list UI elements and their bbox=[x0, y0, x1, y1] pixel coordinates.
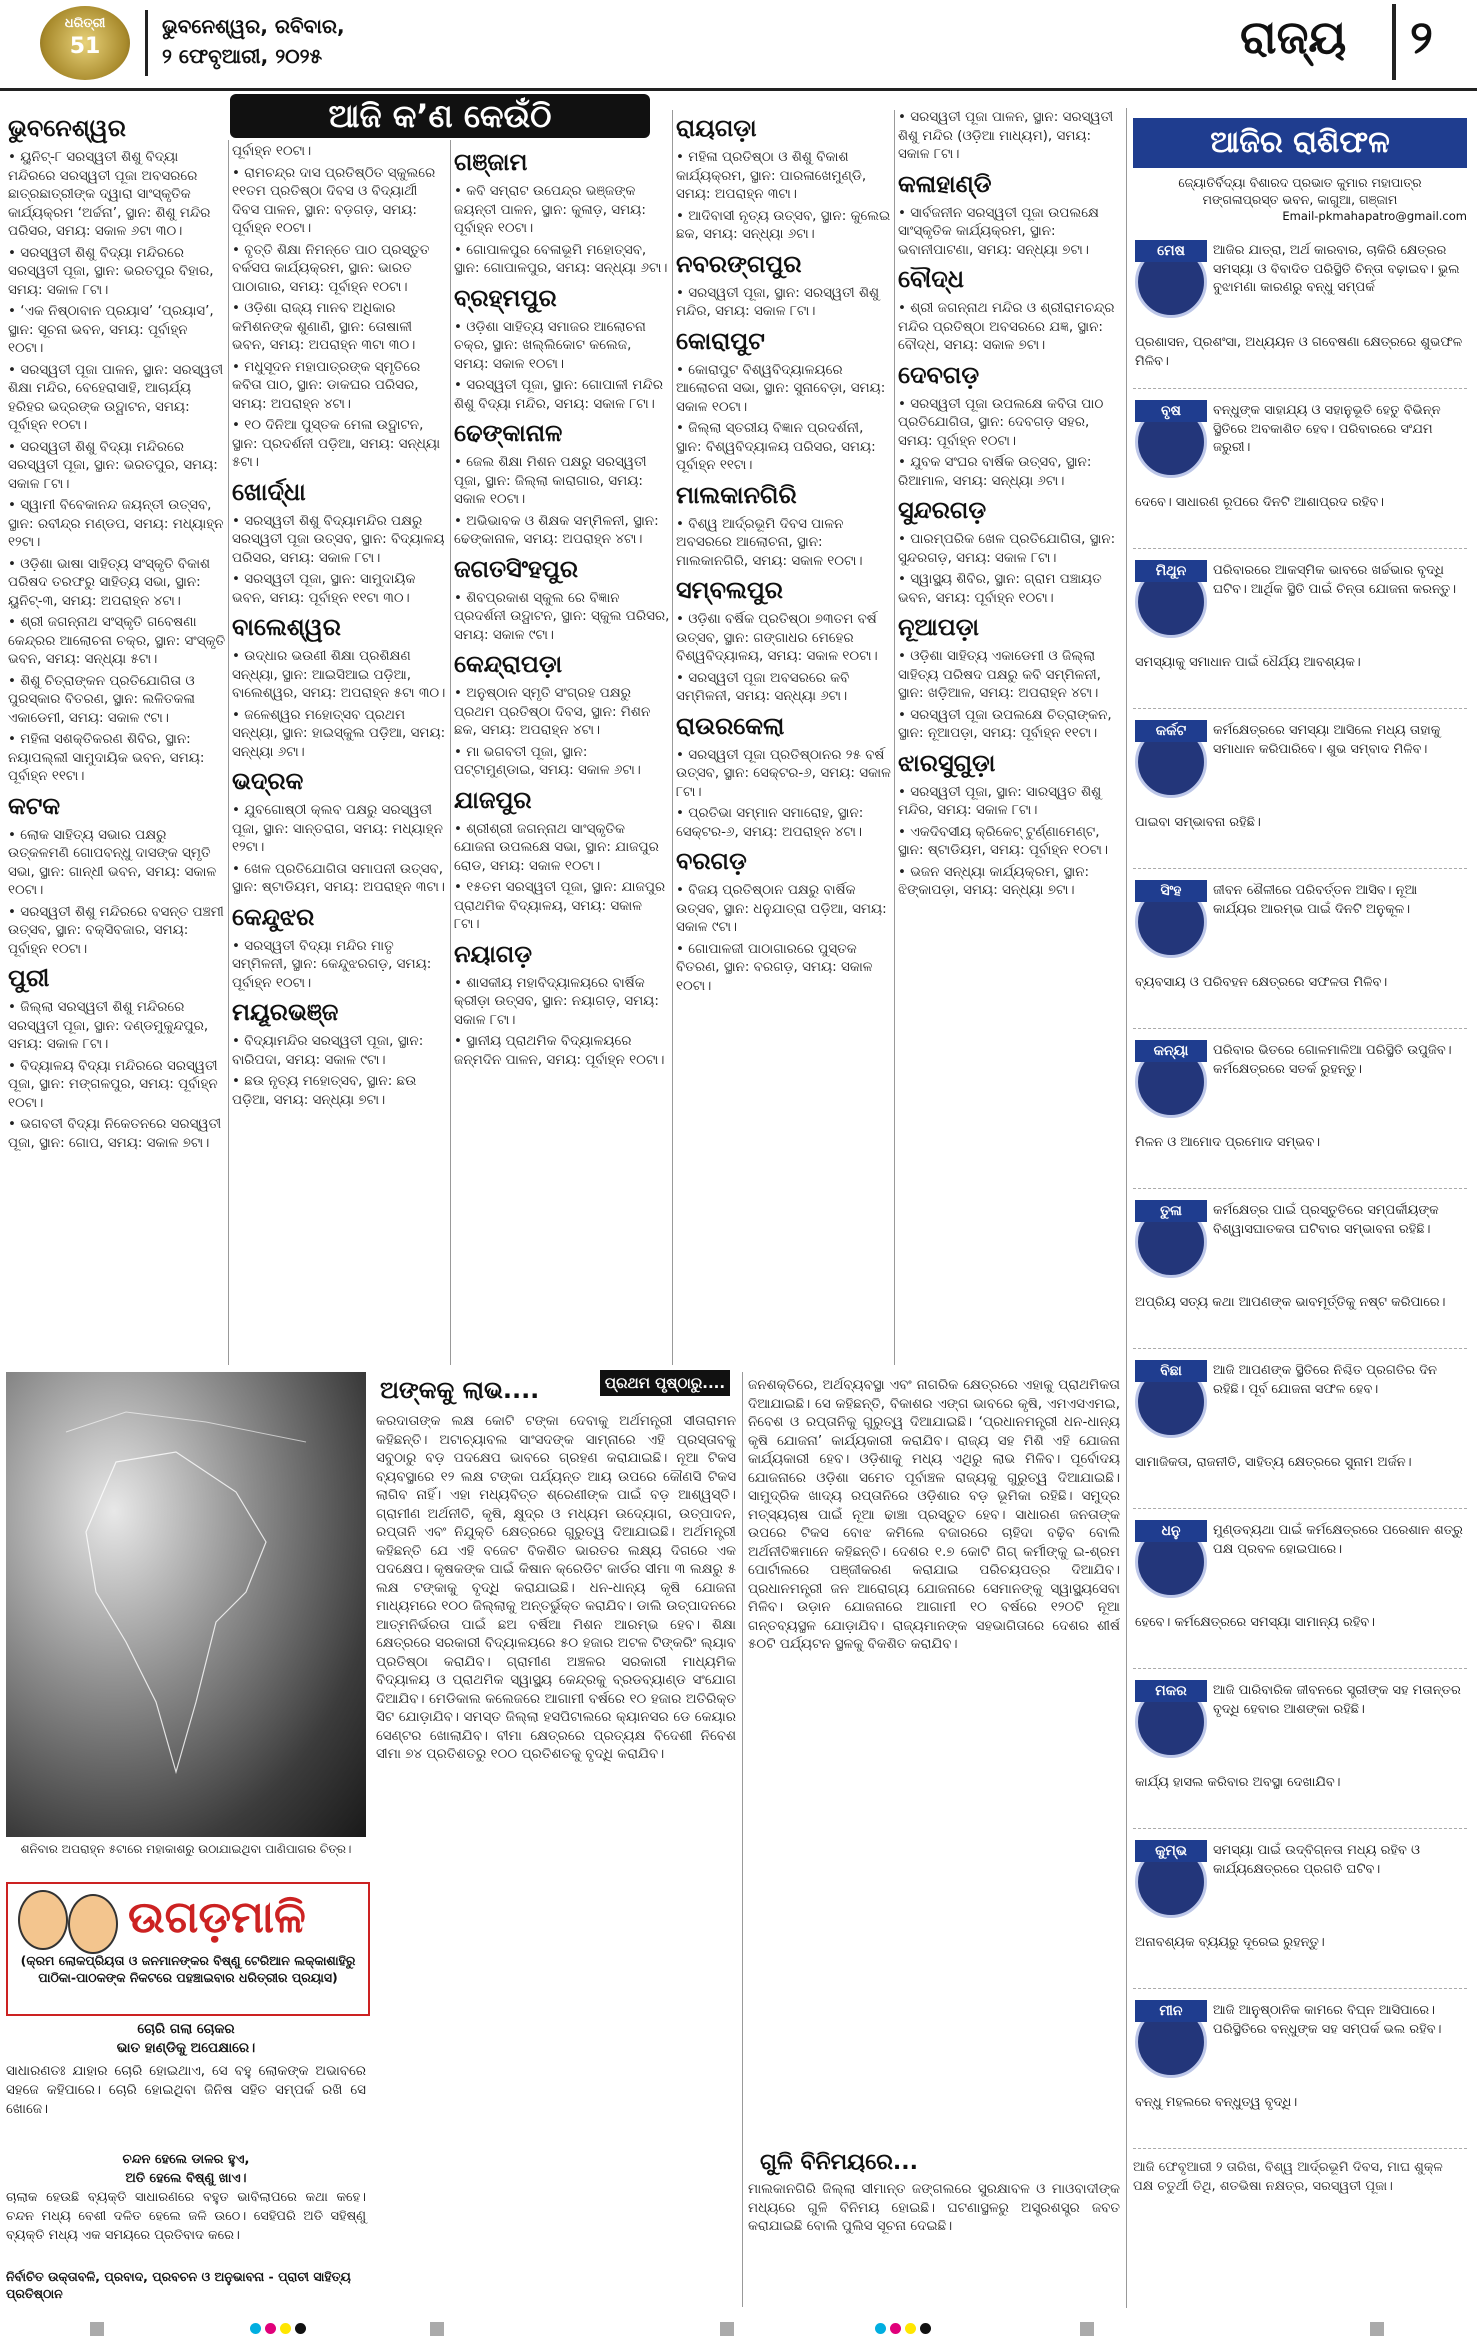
event-item: • ବିଦ୍ୟାମନ୍ଦିର ସରସ୍ୱତୀ ପୂଜା, ସ୍ଥାନ: ବାରିପଦା, ସମୟ: ସକାଳ ୯ଟା। bbox=[232, 1033, 424, 1068]
event-item: • ବିଶ୍ୱ ଆର୍ଦ୍ରଭୂମି ଦିବସ ପାଳନ ଅବସରରେ ଆଲୋଚନା, ସ୍ଥାନ: ମାଲକାନଗିରି, ସମୟ: ସକାଳ ୧୦ଟା। bbox=[676, 515, 863, 569]
horoscope-text: ଜୀବନ ଶୈଳୀରେ ପରିବର୍ତ୍ତନ ଆସିବ। ନୂଆ କାର୍ଯ୍ୟର ଆରମ୍ଭ ପାଇଁ ଦିନଟି ଅନୁକୂଳ। bbox=[1213, 883, 1418, 917]
horoscope-sign bbox=[1133, 1678, 1467, 1829]
cyan-dot bbox=[250, 2323, 261, 2334]
event-item: • ରାମଚନ୍ଦ୍ର ଦାସ ପ୍ରତିଷ୍ଠିତ ସ୍କୁଲରେ ୧୧ତମ ପ୍ରତିଷ୍ଠା ଦିବସ ଓ ବିଦ୍ୟାର୍ଥୀ ଦିବସ ପାଳନ, ସ୍ଥାନ: ବଡ଼ଗଡ଼, ସମୟ: ପୂର୍ବାହ୍ନ ୧୦ଟା। bbox=[232, 164, 436, 236]
registration-square bbox=[720, 2322, 734, 2336]
event-item: • ଆଦିବାସୀ ନୃତ୍ୟ ଉତ୍ସବ, ସ୍ଥାନ: କୁଲେଇ ଛକ, ସମୟ: ସନ୍ଧ୍ୟା ୬ଟା। bbox=[676, 207, 891, 242]
proverb-line: ଚୋରି ଗଲା ଚୋକର bbox=[137, 2021, 235, 2037]
event-item: • ସରସ୍ୱତୀ ପୂଜା, ସ୍ଥାନ: ସରସ୍ୱତୀ ଶିଶୁ ମନ୍ଦିର, ସମୟ: ସକାଳ ୮ଟା। bbox=[676, 284, 880, 319]
comic-subtitle: (କ୍ରମ ଲୋକପ୍ରିୟତା ଓ ଜନମାନଙ୍କର ବିଷ୍ଣୁ ଟେରିଆନ ଲକ୍କାଶାହିରୁ ପାଠିକା-ପାଠକଙ୍କ ନିକଟରେ ପହଞ୍ଚାଇବାର ଧରିତ୍ରୀର ପ୍ରୟାସ) bbox=[20, 1953, 356, 1985]
horoscope-text-continued: ବନ୍ଧୁ ମହଲରେ ବନ୍ଧୁତ୍ୱ ବୃଦ୍ଧି। bbox=[1135, 2095, 1298, 2110]
event-item: • ସରସ୍ୱତୀ ପୂଜା, ସ୍ଥାନ: ସାରସ୍ୱତ ଶିଶୁ ମନ୍ଦିର, ସମୟ: ସକାଳ ୮ଟା। bbox=[898, 783, 1102, 818]
event-item: • ଜେଲ ଶିକ୍ଷା ମିଶନ ପକ୍ଷରୁ ସରସ୍ୱତୀ ପୂଜା, ସ୍ଥାନ: ଜିଲ୍ଲା କାରାଗାର, ସମୟ: ସକାଳ ୧୦ଟା। bbox=[454, 454, 647, 507]
print-registration-strip bbox=[0, 2318, 1477, 2339]
zodiac-name: ବୃଷ bbox=[1135, 400, 1207, 422]
event-item: • ସରସ୍ୱତୀ ପୂଜା, ସ୍ଥାନ: ସାମୁଦାୟିକ ଭବନ, ସମୟ: ପୂର୍ବାହ୍ନ ୧୧ଟା ୩୦। bbox=[232, 571, 416, 606]
zodiac-name: ମକର bbox=[1135, 1680, 1207, 1702]
event-item: • ସରସ୍ୱତୀ ବିଦ୍ୟା ମନ୍ଦିର ମାତୃ ସମ୍ମିଳନୀ, ସ୍ଥାନ: କେନ୍ଦୁଝରଗଡ଼, ସମୟ: ପୂର୍ବାହ୍ନ ୧୦ଟା। bbox=[232, 937, 432, 991]
horoscope-text-continued: ବ୍ୟବସାୟ ଓ ପରିବହନ କ୍ଷେତ୍ରରେ ସଫଳତା ମିଳିବ। bbox=[1135, 975, 1388, 990]
district-heading: କଳାହାଣ୍ଡି bbox=[898, 169, 992, 198]
district-heading: ବାଲେଶ୍ୱର bbox=[232, 613, 341, 641]
event-item: • ମଧୁସୂଦନ ମହାପାତ୍ରଙ୍କ ସ୍ମୃତିରେ କବିତା ପାଠ, ସ୍ଥାନ: ଡାକଘର ପରିସର, ସମୟ: ଅପରାହ୍ନ ୪ଟା। bbox=[232, 358, 421, 412]
proverb-block bbox=[6, 2020, 366, 2119]
event-item: • ସରସ୍ୱତୀ ଶିଶୁ ବିଦ୍ୟା ମନ୍ଦିରରେ ସରସ୍ୱତୀ ପୂଜା, ସ୍ଥାନ: ଭରତପୁର, ସମୟ: ସକାଳ ୮ଟା। bbox=[8, 438, 218, 492]
district-heading: ନୂଆପଡ଼ା bbox=[898, 613, 979, 641]
registration-square bbox=[1370, 2322, 1384, 2336]
horoscope-text: ସମସ୍ୟା ପାଇଁ ଉଦ୍ବିଗ୍ନତା ମଧ୍ୟ ରହିବ ଓ କାର୍ଯ୍ୟକ୍ଷେତ୍ରରେ ପ୍ରଗତି ଘଟିବ। bbox=[1213, 1843, 1420, 1877]
district-heading: ବୌଦ୍ଧ bbox=[898, 265, 964, 293]
event-item: • ଶିବପ୍ରକାଶ ସ୍କୁଲ ରେ ବିଜ୍ଞାନ ପ୍ରଦର୍ଶନୀ ଉଦ୍ଘାଟନ, ସ୍ଥାନ: ସ୍କୁଲ ପରିସର, ସମୟ: ସକାଳ ୯ଟା। bbox=[454, 589, 670, 643]
horoscope-text-continued: ପ୍ରଶାସନ, ପ୍ରଶଂସା, ଅଧ୍ୟୟନ ଓ ଗବେଷଣା କ୍ଷେତ୍ରରେ ଶୁଭଫଳ ମିଳିବ। bbox=[1135, 335, 1463, 369]
zodiac-name: ଧନୁ bbox=[1135, 1520, 1207, 1542]
horoscope-text: ବନ୍ଧୁଙ୍କ ସାହାଯ୍ୟ ଓ ସହାନୁଭୂତି ହେତୁ ବିଭିନ୍ନ ସ୍ଥିତିରେ ଅବକାଶିତ ହେବ। ପରିବାରରେ ସଂଯମ ଜରୁରୀ। bbox=[1213, 403, 1441, 455]
registration-square bbox=[90, 2322, 104, 2336]
event-item: • ସ୍ୱାମୀ ବିବେକାନନ୍ଦ ଜୟନ୍ତୀ ଉତ୍ସବ, ସ୍ଥାନ: ରବୀନ୍ଦ୍ର ମଣ୍ଡପ, ସମୟ: ମଧ୍ୟାହ୍ନ ୧୨ଟା। bbox=[8, 497, 224, 550]
district-heading: ପୁରୀ bbox=[8, 964, 50, 992]
district-heading: ରାୟଗଡ଼ା bbox=[676, 114, 757, 142]
horoscope-credit bbox=[1133, 174, 1467, 225]
event-item: • ମା ଭଗବତୀ ପୂଜା, ସ୍ଥାନ: ପଟ୍ଟାମୁଣ୍ଡାଇ, ସମୟ: ସକାଳ ୬ଟା। bbox=[454, 743, 641, 778]
cartoon-face-icon bbox=[68, 1894, 118, 1954]
proverb-block-2 bbox=[6, 2150, 366, 2245]
events-column-5 bbox=[898, 108, 1122, 1363]
event-item: • ସରସ୍ୱତୀ ପୂଜା ପାଳନ, ସ୍ଥାନ: ସରସ୍ୱତୀ ଶିକ୍ଷା ମନ୍ଦିର, ବେହେରାସାହି, ଆଚାର୍ଯ୍ୟ ହରିହର ଭଦ୍ରଙ୍କ ଉଦ୍ଘାଟନ, ସମୟ: ପୂର୍ବାହ୍ନ ୧୦ଟା। bbox=[8, 361, 224, 433]
article-column-2: ଜନଶକ୍ତିରେ, ଅର୍ଥବ୍ୟବସ୍ଥା ଏବଂ ନାଗରିକ କ୍ଷେତ୍ରରେ ଏହାକୁ ପ୍ରାଥମିକତା ଦିଆଯାଇଛି। ସେ କହିଛନ୍ତି, ବିକାଶର ଏଙ୍ଗ ଭାବରେ କୃଷି, ଏମଏସଏମଇ, ନିବେଶ ଓ ରପ୍ତାନିକୁ ଗୁରୁତ୍ୱ ଦିଆଯାଇଛି। ‘ପ୍ରଧାନମନ୍ତ୍ରୀ ଧନ-ଧାନ୍ୟ କୃଷି ଯୋଜନା’ କାର୍ଯ୍ୟକାରୀ କରାଯିବ। ରାଜ୍ୟ ସହ ମିଶି ଏହି ଯୋଜନା କାର୍ଯ୍ୟକାରୀ ହେବ। ଓଡ଼ିଶାକୁ ମଧ୍ୟ ଏଥିରୁ ଲାଭ ମିଳିବ। ପୂର୍ବୋଦୟ ଯୋଜନାରେ ଓଡ଼ିଶା ସମେତ ପୂର୍ବାଞ୍ଚଳ ରାଜ୍ୟକୁ ଗୁରୁତ୍ୱ ଦିଆଯାଇଛି। ସାମୁଦ୍ରିକ ଖାଦ୍ୟ ରପ୍ତାନିରେ ଓଡ଼ିଶାର ବଡ଼ ଭୂମିକା ରହିଛି। ସମୁଦ୍ର ମତ୍ସ୍ୟଚାଷ ପାଇଁ ନୂଆ ଢାଞ୍ଚା ପ୍ରସ୍ତୁତ ହେବ। ସାଧାରଣ ଜନତାଙ୍କ ଉପରେ ଟିକସ ବୋଝ କମିଲେ ବଜାରରେ ଚାହିଦା ବଢ଼ିବ ବୋଲି ଅର୍ଥନୀତିଜ୍ଞମାନେ କହିଛନ୍ତି। ଦେଶର ୧.୭ କୋଟି ଗିଗ୍ କର୍ମୀଙ୍କୁ ଇ-ଶ୍ରମ ପୋର୍ଟାଲରେ ପଞ୍ଜୀକରଣ କରାଯାଇ ପରିଚୟପତ୍ର ଦିଆଯିବ। ପ୍ରଧାନମନ୍ତ୍ରୀ ଜନ ଆରୋଗ୍ୟ ଯୋଜନାରେ ସେମାନଙ୍କୁ ସ୍ୱାସ୍ଥ୍ୟସେବା ମିଳିବ। ଉଡ଼ାନ ଯୋଜନାରେ ଆଗାମୀ ୧୦ ବର୍ଷରେ ୧୨୦ଟି ନୂଆ ଗନ୍ତବ୍ୟସ୍ଥଳ ଯୋଡ଼ାଯିବ। ରାଜ୍ୟମାନଙ୍କ ସହଭାଗିତାରେ ଦେଶର ଶୀର୍ଷ ୫୦ଟି ପର୍ଯ୍ୟଟନ ସ୍ଥଳକୁ ବିକଶିତ କରାଯିବ। bbox=[748, 1377, 1120, 1652]
events-column-2 bbox=[232, 142, 448, 1363]
zodiac-name: କର୍କଟ bbox=[1135, 720, 1207, 742]
column-divider bbox=[894, 110, 895, 1365]
event-item: • ସରସ୍ୱତୀ ଶିଶୁ ବିଦ୍ୟାମନ୍ଦିର ପକ୍ଷରୁ ସରସ୍ୱତୀ ପୂଜା ଉତ୍ସବ, ସ୍ଥାନ: ବିଦ୍ୟାଳୟ ପରିସର, ସମୟ: ସକାଳ ୮ଟା। bbox=[232, 512, 445, 566]
horoscope-text: ଆଜି ଆପଣଙ୍କ ସ୍ଥିତିରେ ନିଶ୍ଚିତ ପ୍ରଗତିର ଦିନ ରହିଛି। ପୂର୍ବ ଯୋଜନା ସଫଳ ହେବ। bbox=[1213, 1363, 1437, 1397]
column-divider bbox=[450, 140, 451, 1365]
district-heading: ବରଗଡ଼ bbox=[676, 847, 747, 875]
events-column-3 bbox=[454, 142, 670, 1363]
horoscope-text-continued: ହେବେ। କର୍ମକ୍ଷେତ୍ରରେ ସମସ୍ୟା ସାମାନ୍ୟ ରହିବ। bbox=[1135, 1615, 1376, 1630]
horoscope-sign bbox=[1133, 1518, 1467, 1669]
satellite-weather-image bbox=[6, 1372, 366, 1837]
events-banner: ଆଜି କ’ଣ କେଉଁଠି bbox=[230, 94, 650, 138]
proverb-credit: ନିର୍ବାଚିତ ଉକ୍ତାବଳି, ପ୍ରବାଦ, ପ୍ରବଚନ ଓ ଅନୁଭାବନା - ପ୍ରାଚୀ ସାହିତ୍ୟ ପ୍ରତିଷ୍ଠାନ bbox=[6, 2269, 351, 2301]
event-item: • ସରସ୍ୱତୀ ପୂଜା ଅବସରରେ କବି ସମ୍ମିଳନୀ, ସମୟ: ସନ୍ଧ୍ୟା ୬ଟା। bbox=[676, 669, 850, 704]
horoscope-sign bbox=[1133, 558, 1467, 709]
article-title: ଅଙ୍କକୁ ଲାଭ.... bbox=[380, 1376, 540, 1404]
horoscope-sign bbox=[1133, 718, 1467, 869]
logo-number: 51 bbox=[69, 34, 101, 59]
event-item: • ସ୍ଥାନୀୟ ପ୍ରାଥମିକ ବିଦ୍ୟାଳୟରେ ଜନ୍ମଦିନ ପାଳନ, ସମୟ: ପୂର୍ବାହ୍ନ ୧୦ଟା। bbox=[454, 1033, 665, 1068]
horoscope-text-continued: କାର୍ଯ୍ୟ ହାସଲ କରିବାର ଅବସ୍ଥା ଦେଖାଯିବ। bbox=[1135, 1775, 1341, 1790]
event-item: • ଓଡ଼ିଶା ସାହିତ୍ୟ ଏକାଡେମୀ ଓ ଜିଲ୍ଲା ସାହିତ୍ୟ ପରିଷଦ ପକ୍ଷରୁ କବି ସମ୍ମିଳନୀ, ସ୍ଥାନ: ଖଡ଼ିଆଳ, ସମୟ: ଅପରାହ୍ନ ୪ଟା। bbox=[898, 648, 1101, 701]
logo-text: ଧରିତ୍ରୀ bbox=[64, 16, 106, 31]
district-heading: ନୟାଗଡ଼ bbox=[454, 939, 533, 968]
continued-label: ପ୍ରଥମ ପୃଷ୍ଠାରୁ.... bbox=[600, 1370, 730, 1396]
proverb-line: ଅତି ହେଲେ ବିଷ୍ଣୁ ଖାଏ। bbox=[125, 2171, 247, 2186]
event-item: • ସରସ୍ୱତୀ ପୂଜା ପ୍ରତିଷ୍ଠାନର ୨୫ ବର୍ଷ ଉତ୍ସବ, ସ୍ଥାନ: ସେକ୍ଟର-୬, ସମୟ: ସକାଳ ୮ଟା। bbox=[676, 746, 891, 800]
horoscope-text-continued: ମିଳନ ଓ ଆମୋଦ ପ୍ରମୋଦ ସମ୍ଭବ। bbox=[1135, 1135, 1321, 1150]
district-heading: ରାଉରକେଲା bbox=[676, 711, 785, 740]
event-item: • ୧୫ତମ ସରସ୍ୱତୀ ପୂଜା, ସ୍ଥାନ: ଯାଜପୁର ପ୍ରାଥମିକ ବିଦ୍ୟାଳୟ, ସମୟ: ସକାଳ ୮ଟା। bbox=[454, 879, 666, 932]
event-item: ପୂର୍ବାହ୍ନ ୧୦ଟା। bbox=[232, 143, 312, 159]
column-divider bbox=[742, 1372, 743, 2307]
india-outline-icon bbox=[6, 1372, 366, 1837]
header-divider bbox=[145, 10, 148, 76]
event-item: • ଛଉ ନୃତ୍ୟ ମହୋତ୍ସବ, ସ୍ଥାନ: ଛଉ ପଡ଼ିଆ, ସମୟ: ସନ୍ଧ୍ୟା ୭ଟା। bbox=[232, 1073, 417, 1108]
district-heading: ଯାଜପୁର bbox=[454, 785, 532, 814]
horoscope-text: ଆଜିର ଯାତ୍ରା, ଅର୍ଥ କାରବାର, ଚାକିରି କ୍ଷେତ୍ରର ସମସ୍ୟା ଓ ବିବାଦିତ ପରିସ୍ଥିତି ଚିନ୍ତା ବଢ଼ାଇବ। ଭୁଲ ବୁଝାମଣା କାରଣରୁ ବନ୍ଧୁ ସମ୍ପର୍କ bbox=[1213, 243, 1460, 295]
event-item: • ଜଳେଶ୍ୱର ମହୋତ୍ସବ ପ୍ରଥମ ସନ୍ଧ୍ୟା, ସ୍ଥାନ: ହାଇସ୍କୁଲ ପଡ଼ିଆ, ସମୟ: ସନ୍ଧ୍ୟା ୬ଟା। bbox=[232, 706, 446, 760]
district-heading: କେନ୍ଦ୍ରାପଡ଼ା bbox=[454, 650, 563, 678]
horoscope-text-continued: ଦେବେ। ସାଧାରଣ ରୂପରେ ଦିନଟି ଆଶାପ୍ରଦ ରହିବ। bbox=[1135, 495, 1384, 510]
event-item: • ଗୋପାଳଜୀ ପାଠାଗାରରେ ପୁସ୍ତକ ବିତରଣ, ସ୍ଥାନ: ବରଗଡ଼, ସମୟ: ସକାଳ ୧୦ଟା। bbox=[676, 940, 873, 994]
horoscope-sign bbox=[1133, 1838, 1467, 1989]
page-number-divider bbox=[1392, 4, 1396, 80]
event-item: • ମହିଳା ପ୍ରତିଷ୍ଠା ଓ ଶିଶୁ ବିକାଶ କାର୍ଯ୍ୟକ୍ରମ, ସ୍ଥାନ: ପାରଳାଖେମୁଣ୍ଡି, ସମୟ: ଅପରାହ୍ନ ୩ଟା। bbox=[676, 149, 867, 202]
horoscope-sign bbox=[1133, 1358, 1467, 1509]
horoscope-sign bbox=[1133, 1198, 1467, 1349]
district-heading: କୋରାପୁଟ bbox=[676, 326, 765, 355]
district-heading: ଦେବଗଡ଼ bbox=[898, 360, 980, 389]
horoscope-sign bbox=[1133, 398, 1467, 549]
horoscope-sign bbox=[1133, 1998, 1467, 2149]
district-heading: ଭୁବନେଶ୍ୱର bbox=[8, 114, 126, 142]
event-item: • ଯୁବକ ସଂଘର ବାର୍ଷିକ ଉତ୍ସବ, ସ୍ଥାନ: ରିଆମାଳ, ସମୟ: ସନ୍ଧ୍ୟା ୬ଟା। bbox=[898, 454, 1092, 489]
event-item: • ସରସ୍ୱତୀ ପୂଜା ଉପଲକ୍ଷେ ଚିତ୍ରାଙ୍କନ, ସ୍ଥାନ: ନୂଆପଡ଼ା, ସମୟ: ପୂର୍ବାହ୍ନ ୧୧ଟା। bbox=[898, 706, 1112, 741]
horoscope-text: କର୍ମକ୍ଷେତ୍ରରେ ସମସ୍ୟା ଆସିଲେ ମଧ୍ୟ ତାହାକୁ ସମାଧାନ କରିପାରିବେ। ଶୁଭ ସମ୍ବାଦ ମିଳିବ। bbox=[1213, 723, 1441, 757]
registration-square bbox=[430, 2322, 444, 2336]
horoscope-text: ମୁଣ୍ଡବ୍ୟଥା ପାଇଁ କର୍ମକ୍ଷେତ୍ରରେ ପରେଶାନ ଶତ୍ରୁ ପକ୍ଷ ପ୍ରବଳ ହୋଇପାରେ। bbox=[1213, 1523, 1463, 1557]
proverb-explanation: ସାଧାରଣତଃ ଯାହାର ଚୋରି ହୋଇଥାଏ, ସେ ବହୁ ଲୋକଙ୍କ ଅଭାବରେ ସହଜେ କହିପାରେ। ଚୋରି ହୋଇଥିବା ଜିନିଷ ସହିତ ସମ୍ପର୍କ ରଖି ସେ ଖୋଜେ। bbox=[6, 2063, 366, 2117]
section-title: ରାଜ୍ୟ bbox=[1240, 10, 1347, 64]
zodiac-name: କନ୍ୟା bbox=[1135, 1040, 1207, 1062]
satellite-caption: ଶନିବାର ଅପରାହ୍ନ ୫ଟାରେ ମହାକାଶରୁ ଉଠାଯାଇଥିବା ପାଣିପାଗର ଚିତ୍ର। bbox=[20, 1842, 352, 1856]
event-item: • କୋରାପୁଟ ବିଶ୍ୱବିଦ୍ୟାଳୟରେ ଆଲୋଚନା ସଭା, ସ୍ଥାନ: ସୁନାବେଡ଼ା, ସମୟ: ସକାଳ ୧୦ଟା। bbox=[676, 361, 886, 415]
event-item: • ମହିଳା ସଶକ୍ତିକରଣ ଶିବିର, ସ୍ଥାନ: ନୟାପଲ୍ଲୀ ସାମୁଦାୟିକ ଭବନ, ସମୟ: ପୂର୍ବାହ୍ନ ୧୧ଟା। bbox=[8, 731, 205, 784]
horoscope-text-continued: ସାମାଜିକତା, ରାଜନୀତି, ସାହିତ୍ୟ କ୍ଷେତ୍ରରେ ସୁନାମ ଅର୍ଜନ। bbox=[1135, 1455, 1412, 1470]
event-item: • ବୃତ୍ତି ଶିକ୍ଷା ନିମନ୍ତେ ପାଠ ପ୍ରସ୍ତୁତ ବର୍କସପ କାର୍ଯ୍ୟକ୍ରମ, ସ୍ଥାନ: ଭାରତ ପାଠାଗାର, ସମୟ: ପୂର୍ବାହ୍ନ ୧୦ଟା। bbox=[232, 241, 430, 295]
event-item: • ସରସ୍ୱତୀ ଶିଶୁ ମନ୍ଦିରରେ ବସନ୍ତ ପଞ୍ଚମୀ ଉତ୍ସବ, ସ୍ଥାନ: ବକ୍ସିବଜାର, ସମୟ: ପୂର୍ବାହ୍ନ ୧୦ଟା। bbox=[8, 903, 224, 957]
horoscope-sign bbox=[1133, 1038, 1467, 1189]
horoscope-text-continued: ସମସ୍ୟାକୁ ସମାଧାନ ପାଇଁ ଧୈର୍ଯ୍ୟ ଆବଶ୍ୟକ। bbox=[1135, 655, 1361, 670]
district-heading: ସୁନ୍ଦରଗଡ଼ bbox=[898, 496, 987, 524]
event-item: • ଯୁବଗୋଷ୍ଠୀ କ୍ଲବ ପକ୍ଷରୁ ସରସ୍ୱତୀ ପୂଜା, ସ୍ଥାନ: ସାନ୍ତରାଗ, ସମୟ: ମଧ୍ୟାହ୍ନ ୧୨ଟା। bbox=[232, 802, 443, 855]
horoscope-sign bbox=[1133, 238, 1467, 389]
event-item: • ଉଦ୍ଧାର ଭଉଣୀ ଶିକ୍ଷା ପ୍ରଶିକ୍ଷଣ ସନ୍ଧ୍ୟା, ସ୍ଥାନ: ଆଇସିଆଇ ପଡ଼ିଆ, ବାଲେଶ୍ୱର, ସମୟ: ଅପରାହ୍ନ ୫ଟା ୩୦। bbox=[232, 648, 446, 701]
magenta-dot bbox=[265, 2323, 276, 2334]
black-dot bbox=[920, 2323, 931, 2334]
event-item: • ସାର୍ବଜନୀନ ସରସ୍ୱତୀ ପୂଜା ଉପଲକ୍ଷେ ସାଂସ୍କୃତିକ କାର୍ଯ୍ୟକ୍ରମ, ସ୍ଥାନ: ଭବାନୀପାଟଣା, ସମୟ: ସନ୍ଧ୍ୟା ୭ଟା। bbox=[898, 204, 1099, 258]
astrologer-name: ଜ୍ୟୋତିର୍ବିଦ୍ୟା ବିଶାରଦ ପ୍ରଭାତ କୁମାର ମହାପାତ୍ର bbox=[1178, 175, 1422, 190]
masthead bbox=[0, 0, 1477, 91]
district-heading: ଖୋର୍ଦ୍ଧା bbox=[232, 477, 306, 506]
horoscope-text: ପରିବାରରେ ଆକସ୍ମିକ ଭାବରେ ଖର୍ଚ୍ଚଭାର ବୃଦ୍ଧି ଘଟିବ। ଆର୍ଥିକ ସ୍ଥିତି ପାଇଁ ଚିନ୍ତା ଯୋଜନା କରନ୍ତୁ। bbox=[1213, 563, 1457, 597]
events-column-4 bbox=[676, 108, 892, 1363]
proverb-explanation: ଚାଲାକ ହେଉଛି ବ୍ୟକ୍ତି ସାଧାରଣରେ ବହୁତ ଭାବିଲାପରେ କଥା କହେ। ଚନ୍ଦନ ମଧ୍ୟ ବେଶୀ ଦଳିତ ହେଲେ ଜଳି ଉଠେ। ସେହିପରି ଅତି ସହିଷ୍ଣୁ ବ୍ୟକ୍ତି ମଧ୍ୟ ଏକ ସମୟରେ ପ୍ରତିବାଦ କରେ। bbox=[6, 2190, 366, 2243]
horoscope-footer: ଆଜି ଫେବୃଆରୀ ୨ ତାରିଖ, ବିଶ୍ୱ ଆର୍ଦ୍ରଭୂମି ଦିବସ, ମାଘ ଶୁକ୍ଳ ପକ୍ଷ ଚତୁର୍ଥୀ ତିଥି, ଶତଭିଷା ନକ୍ଷତ୍ର, ସରସ୍ୱତୀ ପୂଜା। bbox=[1133, 2160, 1443, 2194]
event-item: • ଜିଲ୍ଲା ସରସ୍ୱତୀ ଶିଶୁ ମନ୍ଦିରରେ ସରସ୍ୱତୀ ପୂଜା, ସ୍ଥାନ: ଦଣ୍ଡମୁକୁନ୍ଦପୁର, ସମୟ: ସକାଳ ୮ଟା। bbox=[8, 999, 209, 1052]
event-item: • ଏକଦିବସୀୟ କ୍ରିକେଟ୍ ଟୁର୍ଣ୍ଣାମେଣ୍ଟ, ସ୍ଥାନ: ଷ୍ଟାଡିୟମ, ସମୟ: ପୂର୍ବାହ୍ନ ୧୦ଟା। bbox=[898, 823, 1109, 858]
event-item: • ଭଜନ ସନ୍ଧ୍ୟା କାର୍ଯ୍ୟକ୍ରମ, ସ୍ଥାନ: ଝିଙ୍କାପଡ଼ା, ସମୟ: ସନ୍ଧ୍ୟା ୭ଟା। bbox=[898, 863, 1090, 898]
zodiac-name: ମେଷ bbox=[1135, 240, 1207, 262]
magenta-dot bbox=[890, 2323, 901, 2334]
district-heading: ନବରଙ୍ଗପୁର bbox=[676, 249, 802, 278]
horoscope-text: ଆଜି ଆନୁଷ୍ଠାନିକ କାମରେ ବିଘ୍ନ ଆସିପାରେ। ପରିସ୍ଥିତିରେ ବନ୍ଧୁଙ୍କ ସହ ସମ୍ପର୍କ ଭଲ ରହିବ। bbox=[1213, 2003, 1442, 2037]
anniversary-logo bbox=[40, 6, 130, 80]
zodiac-name: ସିଂହ bbox=[1135, 880, 1207, 902]
zodiac-name: ମୀନ bbox=[1135, 2000, 1207, 2022]
event-item: • ‘ଏକ ନିଷ୍ଠାବାନ ପ୍ରୟାସ’ ‘ପ୍ରୟାସ’, ସ୍ଥାନ: ସୂଚନା ଭବନ, ସମୟ: ପୂର୍ବାହ୍ନ ୧୦ଟା। bbox=[8, 303, 214, 356]
comic-title: ଉଗଡ଼ମାଳି bbox=[128, 1892, 306, 1943]
event-item: • ଓଡ଼ିଶା ବର୍ଷିକ ପ୍ରତିଷ୍ଠା ୭୩ତମ ବର୍ଷ ଉତ୍ସବ, ସ୍ଥାନ: ଗଙ୍ଗାଧର ମେହେର ବିଶ୍ୱବିଦ୍ୟାଳୟ, ସମୟ: ସକାଳ ୧୦ଟା। bbox=[676, 611, 878, 664]
event-item: • ଶ୍ରୀଶ୍ରୀ ଜଗନ୍ନାଥ ସାଂସ୍କୃତିକ ଯୋଜନା ଉପଲକ୍ଷେ ସଭା, ସ୍ଥାନ: ଯାଜପୁର ରୋଡ, ସମୟ: ସକାଳ ୧୦ଟା। bbox=[454, 820, 659, 874]
proverb-line: ଚନ୍ଦନ ହେଲେ ଡାଳର ହୁଏ, bbox=[122, 2152, 250, 2167]
column-divider bbox=[672, 110, 673, 1365]
dateline-date: ୨ ଫେବୃଆରୀ, ୨୦୨୫ bbox=[162, 44, 323, 68]
event-item: • ବିଜୟ ପ୍ରତିଷ୍ଠାନ ପକ୍ଷରୁ ବାର୍ଷିକ ଉତ୍ସବ, ସ୍ଥାନ: ଧନୁଯାତ୍ରା ପଡ଼ିଆ, ସମୟ: ସକାଳ ୯ଟା। bbox=[676, 882, 887, 935]
events-column-1 bbox=[8, 108, 226, 1363]
black-dot bbox=[295, 2323, 306, 2334]
astrologer-address: ମଙ୍ଗଳାପ୍ରସ୍ତ ଭବନ, କାଗୁଆ, ଗଞ୍ଜାମ bbox=[1202, 192, 1398, 207]
horoscope-text-continued: ପାଇବା ସମ୍ଭାବନା ରହିଛି। bbox=[1135, 815, 1261, 830]
event-item: • ଗୋପାଳପୁର ବେଳାଭୂମି ମହୋତ୍ସବ, ସ୍ଥାନ: ଗୋପାଳପୁର, ସମୟ: ସନ୍ଧ୍ୟା ୬ଟା। bbox=[454, 241, 668, 276]
subarticle-body: ମାଲକାନଗିରି ଜିଲ୍ଲା ସୀମାନ୍ତ ଜଙ୍ଗଲରେ ସୁରକ୍ଷାବଳ ଓ ମାଓବାଦୀଙ୍କ ମଧ୍ୟରେ ଗୁଳି ବିନିମୟ ହୋଇଛି। ଘଟଣାସ୍ଥଳରୁ ଅସ୍ତ୍ରଶସ୍ତ୍ର ଜବତ କରାଯାଇଛି ବୋଲି ପୁଲିସ ସୂଚନା ଦେଇଛି। bbox=[748, 2181, 1120, 2234]
astrologer-email: Email-pkmahapatro@gmail.com bbox=[1282, 209, 1467, 223]
column-divider bbox=[228, 140, 229, 1365]
horoscope-text: କର୍ମକ୍ଷେତ୍ର ପାଇଁ ପ୍ରସ୍ତୁତିରେ ସମ୍ପର୍କୀୟଙ୍କ ବିଶ୍ୱାସଘାତକତା ଘଟିବାର ସମ୍ଭାବନା ରହିଛି। bbox=[1213, 1203, 1439, 1237]
event-item: • ୧୦ ଦିନିଆ ପୁସ୍ତକ ମେଳା ଉଦ୍ଘାଟନ, ସ୍ଥାନ: ପ୍ରଦର୍ଶନୀ ପଡ଼ିଆ, ସମୟ: ସନ୍ଧ୍ୟା ୫ଟା। bbox=[232, 417, 441, 470]
district-heading: ବ୍ରହ୍ମପୁର bbox=[454, 283, 557, 312]
zodiac-name: ମିଥୁନ bbox=[1135, 560, 1207, 582]
district-heading: ସମ୍ବଲପୁର bbox=[676, 576, 783, 604]
article-column-1: କରଦାତାଙ୍କ ଲକ୍ଷ କୋଟି ଟଙ୍କା ଦେବାକୁ ଅର୍ଥମନ୍ତ୍ରୀ ସୀତାରାମନ କହିଛନ୍ତି। ଅଟାଚ୍ୟାବଲ ସାଂସଦଙ୍କ ସାମ୍ନାରେ ଏହି ପ୍ରସ୍ତାବକୁ ସବୁଠାରୁ ବଡ଼ ପଦକ୍ଷେପ ଭାବରେ ଗ୍ରହଣ କରାଯାଇଛି। ନୂଆ ଟିକସ ବ୍ୟବସ୍ଥାରେ ୧୨ ଲକ୍ଷ ଟଙ୍କା ପର୍ଯ୍ୟନ୍ତ ଆୟ ଉପରେ କୌଣସି ଟିକସ ଲାଗିବ ନାହିଁ। ଏହା ମଧ୍ୟବିତ୍ତ ଶ୍ରେଣୀଙ୍କ ପାଇଁ ବଡ଼ ଆଶ୍ୱସ୍ତି। ଗ୍ରାମୀଣ ଅର୍ଥନୀତି, କୃଷି, କ୍ଷୁଦ୍ର ଓ ମଧ୍ୟମ ଉଦ୍ୟୋଗ, ଉତ୍ପାଦନ, ରପ୍ତାନି ଏବଂ ନିଯୁକ୍ତି କ୍ଷେତ୍ରରେ ଗୁରୁତ୍ୱ ଦିଆଯାଇଛି। ଅର୍ଥମନ୍ତ୍ରୀ କହିଛନ୍ତି ଯେ ଏହି ବଜେଟ ବିକଶିତ ଭାରତର ଲକ୍ଷ୍ୟ ଦିଗରେ ଏକ ପଦକ୍ଷେପ। କୃଷକଙ୍କ ପାଇଁ କିଷାନ କ୍ରେଡିଟ କାର୍ଡର ସୀମା ୩ ଲକ୍ଷରୁ ୫ ଲକ୍ଷ ଟଙ୍କାକୁ ବୃଦ୍ଧି କରାଯାଇଛି। ଧନ-ଧାନ୍ୟ କୃଷି ଯୋଜନା ମାଧ୍ୟମରେ ୧୦୦ ଜିଲ୍ଲାକୁ ଅନ୍ତର୍ଭୁକ୍ତ କରାଯିବ। ଡାଲି ଉତ୍ପାଦନରେ ଆତ୍ମନିର୍ଭରତା ପାଇଁ ଛଅ ବର୍ଷିଆ ମିଶନ ଆରମ୍ଭ ହେବ। ଶିକ୍ଷା କ୍ଷେତ୍ରରେ ସରକାରୀ ବିଦ୍ୟାଳୟରେ ୫୦ ହଜାର ଅଟଳ ଟିଙ୍କରିଂ ଲ୍ୟାବ ପ୍ରତିଷ୍ଠା କରାଯିବ। ଗ୍ରାମୀଣ ଅଞ୍ଚଳର ସରକାରୀ ମାଧ୍ୟମିକ ବିଦ୍ୟାଳୟ ଓ ପ୍ରାଥମିକ ସ୍ୱାସ୍ଥ୍ୟ କେନ୍ଦ୍ରକୁ ବ୍ରଡବ୍ୟାଣ୍ଡ ସଂଯୋଗ ଦିଆଯିବ। ମେଡିକାଲ କଲେଜରେ ଆଗାମୀ ବର୍ଷରେ ୧୦ ହଜାର ଅତିରିକ୍ତ ସିଟ ଯୋଡ଼ାଯିବ। ସମସ୍ତ ଜିଲ୍ଲା ହସପିଟାଲରେ କ୍ୟାନସର ଡେ କେୟାର ସେଣ୍ଟର ଖୋଲାଯିବ। ବୀମା କ୍ଷେତ୍ରରେ ପ୍ରତ୍ୟକ୍ଷ ବିଦେଶୀ ନିବେଶ ସୀମା ୭୪ ପ୍ରତିଶତରୁ ୧୦୦ ପ୍ରତିଶତକୁ ବୃଦ୍ଧି କରାଯିବ। bbox=[376, 1413, 736, 1762]
cyan-dot bbox=[875, 2323, 886, 2334]
event-item: • ସରସ୍ୱତୀ ପୂଜା ଉପଲକ୍ଷେ କବିତା ପାଠ ପ୍ରତିଯୋଗିତା, ସ୍ଥାନ: ଦେବଗଡ଼ ସହର, ସମୟ: ପୂର୍ବାହ୍ନ ୧୦ଟା। bbox=[898, 395, 1104, 449]
event-item: • ଲୋକ ସାହିତ୍ୟ ସଭାର ପକ୍ଷରୁ ଉତ୍କଳମଣି ଗୋପବନ୍ଧୁ ଦାସଙ୍କ ସ୍ମୃତି ସଭା, ସ୍ଥାନ: ଗାନ୍ଧୀ ଭବନ, ସମୟ: ସକାଳ ୧୦ଟା। bbox=[8, 826, 217, 898]
comic-box bbox=[6, 1882, 370, 2016]
event-item: • କବି ସମ୍ରାଟ ଉପେନ୍ଦ୍ର ଭଞ୍ଜଙ୍କ ଜୟନ୍ତୀ ପାଳନ, ସ୍ଥାନ: କୁଳାଡ଼, ସମୟ: ପୂର୍ବାହ୍ନ ୧୦ଟା। bbox=[454, 183, 646, 236]
column-divider bbox=[1126, 108, 1127, 2308]
horoscope-text: ଆଜି ପାରିବାରିକ ଜୀବନରେ ସ୍ତ୍ରୀଙ୍କ ସହ ମତାନ୍ତର ବୃଦ୍ଧି ହେବାର ଆଶଙ୍କା ରହିଛି। bbox=[1213, 1683, 1461, 1717]
horoscope-sign bbox=[1133, 878, 1467, 1029]
horoscope-text: ପରିବାର ଭିତରେ ଗୋଳମାଳିଆ ପରିସ୍ଥିତି ଉପୁଜିବ। କର୍ମକ୍ଷେତ୍ରରେ ସତର୍କ ରୁହନ୍ତୁ। bbox=[1213, 1043, 1452, 1077]
event-item: • ୟୁନିଟ୍-୮ ସରସ୍ୱତୀ ଶିଶୁ ବିଦ୍ୟା ମନ୍ଦିରରେ ସରସ୍ୱତୀ ପୂଜା ଅବସରରେ ଛାତ୍ରଛାତ୍ରୀଙ୍କ ଦ୍ୱାରା ସାଂସ୍କୃତିକ କାର୍ଯ୍ୟକ୍ରମ ‘ଅର୍ଚ୍ଚନା’, ସ୍ଥାନ: ଶିଶୁ ମନ୍ଦିର ପରିସର, ସମୟ: ସକାଳ ୬ଟା ୩୦। bbox=[8, 149, 211, 239]
event-item: • ସରସ୍ୱତୀ ଶିଶୁ ବିଦ୍ୟା ମନ୍ଦିରରେ ସରସ୍ୱତୀ ପୂଜା, ସ୍ଥାନ: ଭରତପୁର ବିହାର, ସମୟ: ସକାଳ ୮ଟା। bbox=[8, 244, 214, 298]
district-heading: ଗଞ୍ଜାମ bbox=[454, 148, 528, 176]
event-item: • ବିଦ୍ୟାଳୟ ବିଦ୍ୟା ମନ୍ଦିରରେ ସରସ୍ୱତୀ ପୂଜା, ସ୍ଥାନ: ମଙ୍ଗଳପୁର, ସମୟ: ପୂର୍ବାହ୍ନ ୧୦ଟା। bbox=[8, 1057, 218, 1111]
horoscope-title: ଆଜିର ରାଶିଫଳ bbox=[1133, 118, 1467, 168]
event-item: • ଖେଳ ପ୍ରତିଯୋଗିତା ସମାପନୀ ଉତ୍ସବ, ସ୍ଥାନ: ଷ୍ଟାଡିୟମ, ସମୟ: ଅପରାହ୍ନ ୩ଟା। bbox=[232, 860, 445, 895]
district-heading: କେନ୍ଦୁଝର bbox=[232, 902, 315, 931]
event-item: • ଓଡ଼ିଶା ସାହିତ୍ୟ ସମାଜର ଆଲୋଚନା ଚକ୍ର, ସ୍ଥାନ: ଖଲ୍ଲିକୋଟ କଲେଜ, ସମୟ: ସକାଳ ୧୦ଟା। bbox=[454, 318, 646, 372]
event-item: • ଓଡ଼ିଶା ଭାଷା ସାହିତ୍ୟ ସଂସ୍କୃତି ବିକାଶ ପରିଷଦ ତରଫରୁ ସାହିତ୍ୟ ସଭା, ସ୍ଥାନ: ୟୁନିଟ୍-୩, ସମୟ: ଅପରାହ୍ନ ୪ଟା। bbox=[8, 555, 211, 609]
district-heading: ମାଲକାନଗିରି bbox=[676, 480, 797, 509]
event-item: • ଭଗବତୀ ବିଦ୍ୟା ନିକେତନରେ ସରସ୍ୱତୀ ପୂଜା, ସ୍ଥାନ: ଗୋପ, ସମୟ: ସକାଳ ୭ଟା। bbox=[8, 1116, 222, 1151]
event-item: • ଶିଶୁ ଚିତ୍ରାଙ୍କନ ପ୍ରତିଯୋଗିତା ଓ ପୁରସ୍କାର ବିତରଣ, ସ୍ଥାନ: ଲଳିତକଳା ଏକାଡେମୀ, ସମୟ: ସକାଳ ୯ଟା। bbox=[8, 672, 195, 726]
subarticle-title: ଗୁଳି ବିନିମୟରେ... bbox=[760, 2150, 918, 2175]
dateline-city-day: ଭୁବନେଶ୍ୱର, ରବିବାର, bbox=[162, 14, 345, 38]
district-heading: ଝାରସୁଗୁଡ଼ା bbox=[898, 748, 996, 777]
event-item: • ଅନୁଷ୍ଠାନ ସ୍ମୃତି ସଂଗ୍ରହ ପକ୍ଷରୁ ପ୍ରଥମ ପ୍ରତିଷ୍ଠା ଦିବସ, ସ୍ଥାନ: ମିଶନ ଛକ, ସମୟ: ଅପରାହ୍ନ ୪ଟା। bbox=[454, 685, 651, 738]
zodiac-name: କୁମ୍ଭ bbox=[1135, 1840, 1207, 1862]
event-item: • ସରସ୍ୱତୀ ପୂଜା, ସ୍ଥାନ: ଗୋପାଳୀ ମନ୍ଦିର ଶିଶୁ ବିଦ୍ୟା ମନ୍ଦିର, ସମୟ: ସକାଳ ୮ଟା। bbox=[454, 377, 663, 412]
zodiac-name: ତୁଳା bbox=[1135, 1200, 1207, 1222]
district-heading: କଟକ bbox=[8, 791, 61, 820]
event-item: • ଓଡ଼ିଶା ରାଜ୍ୟ ମାନବ ଅଧିକାର କମିଶନଙ୍କ ଶୁଣାଣି, ସ୍ଥାନ: ତୋଷାଳୀ ଭବନ, ସମୟ: ଅପରାହ୍ନ ୩ଟା ୩୦। bbox=[232, 300, 416, 353]
district-heading: ମୟୂରଭଞ୍ଜ bbox=[232, 998, 339, 1026]
proverb-line: ଭାତ ହାଣ୍ଡିକୁ ଅପେକ୍ଷାରେ। bbox=[116, 2040, 256, 2056]
event-item: • ପାରମ୍ପରିକ ଖେଳ ପ୍ରତିଯୋଗିତା, ସ୍ଥାନ: ସୁନ୍ଦରଗଡ଼, ସମୟ: ସକାଳ ୮ଟା। bbox=[898, 531, 1116, 566]
horoscope-text-continued: ଅନାବଶ୍ୟକ ବ୍ୟୟରୁ ଦୂରେଇ ରୁହନ୍ତୁ। bbox=[1135, 1935, 1325, 1950]
event-item: • ଅଭିଭାବକ ଓ ଶିକ୍ଷକ ସମ୍ମିଳନୀ, ସ୍ଥାନ: ଢେଙ୍କାନାଳ, ସମୟ: ଅପରାହ୍ନ ୪ଟା। bbox=[454, 512, 659, 547]
event-item: • ଶାସକୀୟ ମହାବିଦ୍ୟାଳୟରେ ବାର୍ଷିକ କ୍ରୀଡ଼ା ଉତ୍ସବ, ସ୍ଥାନ: ନୟାଗଡ଼, ସମୟ: ସକାଳ ୮ଟା। bbox=[454, 974, 659, 1028]
event-item: • ଶ୍ରୀ ଜଗନ୍ନାଥ ସଂସ୍କୃତି ଗବେଷଣା କେନ୍ଦ୍ରର ଆଲୋଚନା ଚକ୍ର, ସ୍ଥାନ: ସଂସ୍କୃତି ଭବନ, ସମୟ: ସନ୍ଧ୍ୟା ୫ଟା। bbox=[8, 614, 226, 667]
page-number: ୨ bbox=[1410, 10, 1433, 64]
district-heading: ଜଗତସିଂହପୁର bbox=[454, 554, 579, 583]
event-item: • ଜିଲ୍ଲା ସ୍ତରୀୟ ବିଜ୍ଞାନ ପ୍ରଦର୍ଶନୀ, ସ୍ଥାନ: ବିଶ୍ୱବିଦ୍ୟାଳୟ ପରିସର, ସମୟ: ପୂର୍ବାହ୍ନ ୧୧ଟା। bbox=[676, 420, 876, 473]
event-item: • ପ୍ରତିଭା ସମ୍ମାନ ସମାରୋହ, ସ୍ଥାନ: ସେକ୍ଟର-୬, ସମୟ: ଅପରାହ୍ନ ୪ଟା। bbox=[676, 805, 864, 840]
event-item: • ସ୍ୱାସ୍ଥ୍ୟ ଶିବିର, ସ୍ଥାନ: ଗ୍ରାମ ପଞ୍ଚାୟତ ଭବନ, ସମୟ: ପୂର୍ବାହ୍ନ ୧୦ଟା। bbox=[898, 571, 1102, 606]
yellow-dot bbox=[280, 2323, 291, 2334]
horoscope-text-continued: ଅପ୍ରିୟ ସତ୍ୟ କଥା ଆପଣଙ୍କ ଭାବମୂର୍ତ୍ତିକୁ ନଷ୍ଟ କରିପାରେ। bbox=[1135, 1295, 1446, 1310]
event-item: • ଶ୍ରୀ ଜଗନ୍ନାଥ ମନ୍ଦିର ଓ ଶ୍ରୀରାମଚନ୍ଦ୍ର ମନ୍ଦିର ପ୍ରତିଷ୍ଠା ଅବସରରେ ଯଜ୍ଞ, ସ୍ଥାନ: ବୌଦ୍ଧ, ସମୟ: ସକାଳ ୭ଟା। bbox=[898, 300, 1115, 353]
district-heading: ଢେଙ୍କାନାଳ bbox=[454, 419, 563, 447]
cartoon-face-icon bbox=[18, 1890, 68, 1950]
district-heading: ଭଦ୍ରକ bbox=[232, 767, 304, 795]
registration-square bbox=[1080, 2322, 1094, 2336]
event-item: • ସରସ୍ୱତୀ ପୂଜା ପାଳନ, ସ୍ଥାନ: ସରସ୍ୱତୀ ଶିଶୁ ମନ୍ଦିର (ଓଡ଼ିଆ ମାଧ୍ୟମ), ସମୟ: ସକାଳ ୮ଟା। bbox=[898, 109, 1114, 162]
zodiac-name: ବିଛା bbox=[1135, 1360, 1207, 1382]
yellow-dot bbox=[905, 2323, 916, 2334]
